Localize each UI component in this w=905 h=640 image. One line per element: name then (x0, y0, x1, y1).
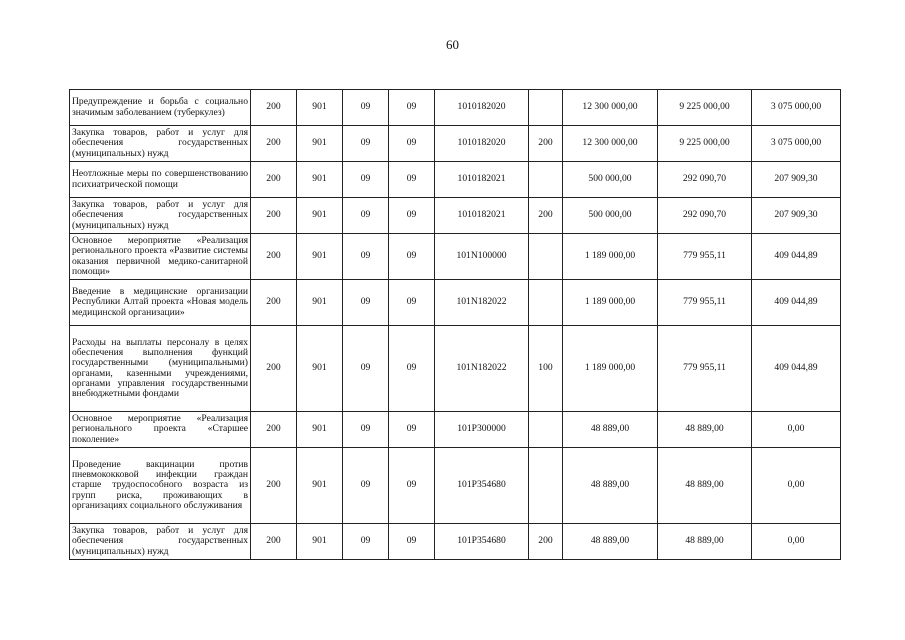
table-row (70, 126, 841, 162)
remaining-sum-cell: 409 044,89 (752, 234, 841, 280)
remaining-sum-cell: 409 044,89 (752, 280, 841, 326)
subsection-cell: 09 (389, 162, 435, 198)
admin-code-cell: 200 (251, 412, 297, 448)
subsection-cell: 09 (389, 524, 435, 560)
executed-sum-cell: 779 955,11 (658, 234, 752, 280)
target-article-cell: 101P300000 (435, 412, 529, 448)
table-row (70, 326, 841, 412)
target-article-cell: 101N100000 (435, 234, 529, 280)
table-body (70, 90, 841, 560)
admin-code-cell: 200 (251, 280, 297, 326)
approved-sum-cell: 48 889,00 (563, 448, 658, 524)
approved-sum-cell: 12 300 000,00 (563, 90, 658, 126)
approved-sum-cell: 48 889,00 (563, 524, 658, 560)
row-name-cell: Основное мероприятие «Реализация регионального проекта «Старшее поколение» (70, 412, 251, 448)
expense-type-cell (529, 234, 563, 280)
table-row (70, 412, 841, 448)
admin-code-cell: 200 (251, 126, 297, 162)
target-article-cell: 1010182020 (435, 126, 529, 162)
remaining-sum-cell: 409 044,89 (752, 326, 841, 412)
section-cell: 09 (343, 126, 389, 162)
approved-sum-cell: 500 000,00 (563, 198, 658, 234)
ministry-code-cell: 901 (297, 412, 343, 448)
remaining-sum-cell: 207 909,30 (752, 198, 841, 234)
section-cell: 09 (343, 524, 389, 560)
ministry-code-cell: 901 (297, 234, 343, 280)
executed-sum-cell: 292 090,70 (658, 162, 752, 198)
ministry-code-cell: 901 (297, 326, 343, 412)
remaining-sum-cell: 3 075 000,00 (752, 126, 841, 162)
executed-sum-cell: 48 889,00 (658, 448, 752, 524)
table-row (70, 198, 841, 234)
admin-code-cell: 200 (251, 326, 297, 412)
admin-code-cell: 200 (251, 524, 297, 560)
approved-sum-cell: 1 189 000,00 (563, 280, 658, 326)
ministry-code-cell: 901 (297, 448, 343, 524)
ministry-code-cell: 901 (297, 126, 343, 162)
executed-sum-cell: 779 955,11 (658, 326, 752, 412)
target-article-cell: 101P354680 (435, 448, 529, 524)
row-name-cell: Закупка товаров, работ и услуг для обеспечения государственных (муниципальных) нужд (70, 126, 251, 162)
approved-sum-cell: 1 189 000,00 (563, 326, 658, 412)
executed-sum-cell: 9 225 000,00 (658, 126, 752, 162)
section-cell: 09 (343, 412, 389, 448)
ministry-code-cell: 901 (297, 524, 343, 560)
subsection-cell: 09 (389, 198, 435, 234)
expense-type-cell: 200 (529, 524, 563, 560)
target-article-cell: 1010182021 (435, 162, 529, 198)
ministry-code-cell: 901 (297, 198, 343, 234)
section-cell: 09 (343, 280, 389, 326)
row-name-cell: Предупреждение и борьба с социально значимым заболеванием (туберкулез) (70, 90, 251, 126)
admin-code-cell: 200 (251, 234, 297, 280)
remaining-sum-cell: 207 909,30 (752, 162, 841, 198)
table-row (70, 448, 841, 524)
section-cell: 09 (343, 234, 389, 280)
table-row (70, 162, 841, 198)
subsection-cell: 09 (389, 90, 435, 126)
approved-sum-cell: 1 189 000,00 (563, 234, 658, 280)
remaining-sum-cell: 0,00 (752, 412, 841, 448)
remaining-sum-cell: 0,00 (752, 524, 841, 560)
target-article-cell: 101P354680 (435, 524, 529, 560)
executed-sum-cell: 48 889,00 (658, 524, 752, 560)
remaining-sum-cell: 0,00 (752, 448, 841, 524)
approved-sum-cell: 12 300 000,00 (563, 126, 658, 162)
subsection-cell: 09 (389, 234, 435, 280)
ministry-code-cell: 901 (297, 280, 343, 326)
target-article-cell: 1010182021 (435, 198, 529, 234)
admin-code-cell: 200 (251, 162, 297, 198)
executed-sum-cell: 779 955,11 (658, 280, 752, 326)
subsection-cell: 09 (389, 326, 435, 412)
section-cell: 09 (343, 90, 389, 126)
page-number: 60 (446, 37, 459, 52)
approved-sum-cell: 500 000,00 (563, 162, 658, 198)
approved-sum-cell: 48 889,00 (563, 412, 658, 448)
executed-sum-cell: 48 889,00 (658, 412, 752, 448)
table-row (70, 234, 841, 280)
row-name-cell: Закупка товаров, работ и услуг для обеспечения государственных (муниципальных) нужд (70, 198, 251, 234)
target-article-cell: 101N182022 (435, 326, 529, 412)
expense-type-cell (529, 162, 563, 198)
target-article-cell: 101N182022 (435, 280, 529, 326)
subsection-cell: 09 (389, 412, 435, 448)
row-name-cell: Закупка товаров, работ и услуг для обеспечения государственных (муниципальных) нужд (70, 524, 251, 560)
row-name-cell: Введение в медицинские организации Республики Алтай проекта «Новая модель медицинской организации» (70, 280, 251, 326)
expense-type-cell (529, 412, 563, 448)
subsection-cell: 09 (389, 126, 435, 162)
section-cell: 09 (343, 162, 389, 198)
executed-sum-cell: 292 090,70 (658, 198, 752, 234)
ministry-code-cell: 901 (297, 90, 343, 126)
expense-type-cell (529, 448, 563, 524)
expense-type-cell (529, 90, 563, 126)
expense-type-cell: 200 (529, 126, 563, 162)
section-cell: 09 (343, 198, 389, 234)
table-row (70, 90, 841, 126)
expense-type-cell (529, 280, 563, 326)
expense-type-cell: 100 (529, 326, 563, 412)
table-row (70, 280, 841, 326)
section-cell: 09 (343, 448, 389, 524)
subsection-cell: 09 (389, 280, 435, 326)
budget-table (69, 89, 841, 560)
executed-sum-cell: 9 225 000,00 (658, 90, 752, 126)
ministry-code-cell: 901 (297, 162, 343, 198)
admin-code-cell: 200 (251, 198, 297, 234)
row-name-cell: Расходы на выплаты персоналу в целях обеспечения выполнения функций государственными (муниципальными) органами, казенными учреждениями, органами управления государственными внебюджетными фондами (70, 326, 251, 412)
section-cell: 09 (343, 326, 389, 412)
row-name-cell: Проведение вакцинации против пневмококковой инфекции граждан старше трудоспособного возраста из групп риска, проживающих в организациях социального обслуживания (70, 448, 251, 524)
subsection-cell: 09 (389, 448, 435, 524)
target-article-cell: 1010182020 (435, 90, 529, 126)
remaining-sum-cell: 3 075 000,00 (752, 90, 841, 126)
admin-code-cell: 200 (251, 448, 297, 524)
admin-code-cell: 200 (251, 90, 297, 126)
row-name-cell: Неотложные меры по совершенствованию психиатрической помощи (70, 162, 251, 198)
row-name-cell: Основное мероприятие «Реализация регионального проекта «Развитие системы оказания первичной медико-санитарной помощи» (70, 234, 251, 280)
expense-type-cell: 200 (529, 198, 563, 234)
table-row (70, 524, 841, 560)
